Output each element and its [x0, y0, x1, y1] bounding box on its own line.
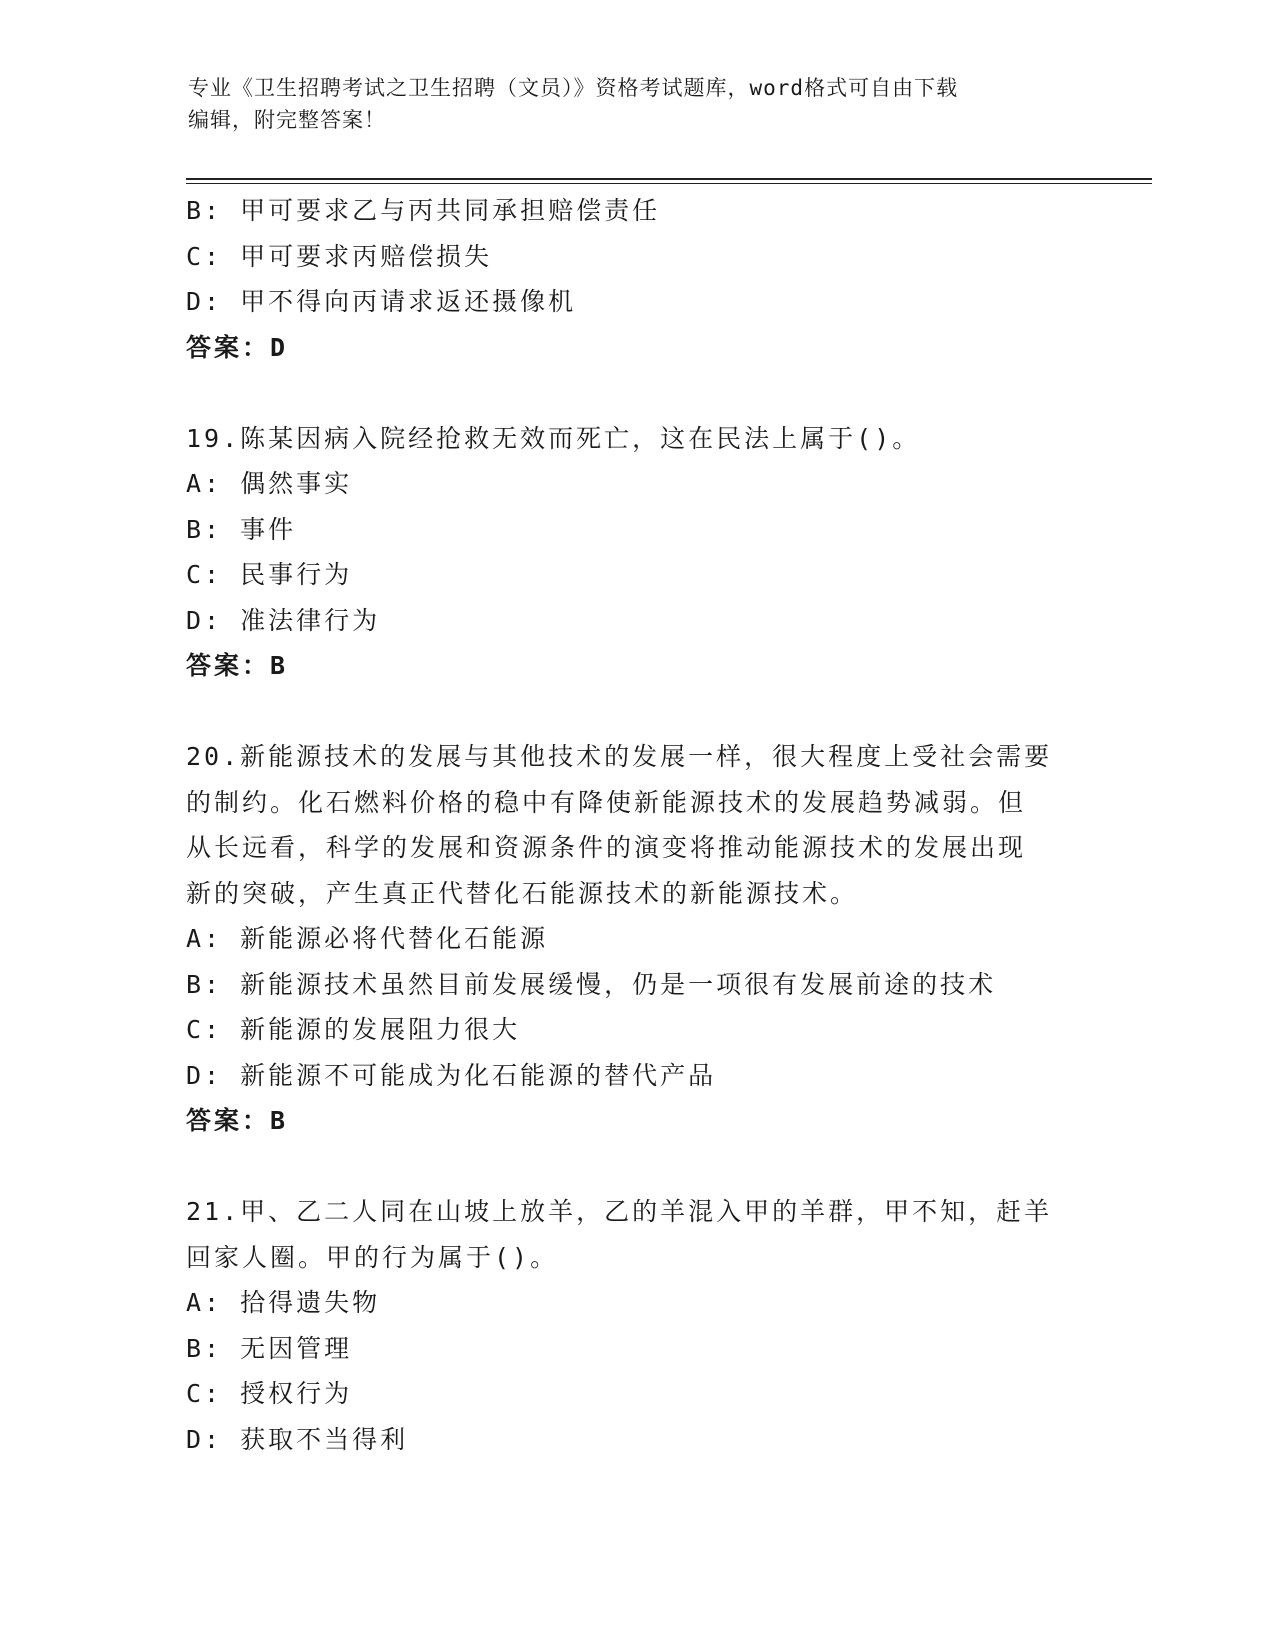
- option-b: B: 新能源技术虽然目前发展缓慢，仍是一项很有发展前途的技术: [186, 969, 997, 999]
- answer-label: 答案：B: [186, 1106, 289, 1135]
- spacer: [186, 370, 1086, 416]
- option-d: D: 获取不当得利: [186, 1424, 409, 1454]
- option-d: D: 准法律行为: [186, 605, 381, 635]
- question-20: [186, 734, 1086, 1144]
- option-b: B: 甲可要求乙与丙共同承担赔偿责任: [186, 196, 661, 225]
- option-c: C: 甲可要求丙赔偿损失: [186, 241, 493, 271]
- option-d: D: 甲不得向丙请求返还摄像机: [186, 287, 577, 316]
- header-line-2: 编辑，附完整答案！: [188, 108, 386, 132]
- answer-label: 答案：B: [186, 651, 289, 680]
- spacer: [186, 1144, 1086, 1190]
- question-text-line-2: 回家人圈。甲的行为属于()。: [186, 1242, 559, 1272]
- option-a: A: 拾得遗失物: [186, 1288, 381, 1317]
- spacer: [186, 689, 1086, 735]
- question-text-line-1: 20.新能源技术的发展与其他技术的发展一样，很大程度上受社会需要: [186, 742, 1053, 771]
- question-text-line-2: 的制约。化石燃料价格的稳中有降使新能源技术的发展趋势减弱。但: [186, 787, 1027, 817]
- option-a: A: 新能源必将代替化石能源: [186, 924, 549, 953]
- question-text-line-3: 从长远看，科学的发展和资源条件的演变将推动能源技术的发展出现: [186, 833, 1027, 862]
- question-19: [186, 416, 1086, 689]
- page-header: [188, 72, 1068, 136]
- option-b: B: 事件: [186, 514, 297, 544]
- option-a: A: 偶然事实: [186, 469, 353, 498]
- question-text-line-1: 21.甲、乙二人同在山坡上放羊，乙的羊混入甲的羊群，甲不知，赶羊: [186, 1197, 1053, 1226]
- question-list: [186, 188, 1086, 1462]
- option-c: C: 新能源的发展阻力很大: [186, 1015, 521, 1044]
- answer-label: 答案：D: [186, 332, 289, 362]
- question-text-line-4: 新的突破，产生真正代替化石能源技术的新能源技术。: [186, 878, 859, 908]
- option-c: C: 民事行为: [186, 560, 353, 589]
- option-c: C: 授权行为: [186, 1379, 353, 1408]
- question-18-continuation: [186, 188, 1086, 370]
- option-b: B: 无因管理: [186, 1333, 353, 1363]
- question-21: [186, 1189, 1086, 1462]
- header-divider-thin: [186, 183, 1152, 184]
- question-text: 19.陈某因病入院经抢救无效而死亡，这在民法上属于()。: [186, 423, 921, 453]
- header-divider: [186, 178, 1152, 180]
- option-d: D: 新能源不可能成为化石能源的替代产品: [186, 1060, 717, 1090]
- header-line-1: 专业《卫生招聘考试之卫生招聘（文员）》资格考试题库，word格式可自由下载: [188, 76, 959, 100]
